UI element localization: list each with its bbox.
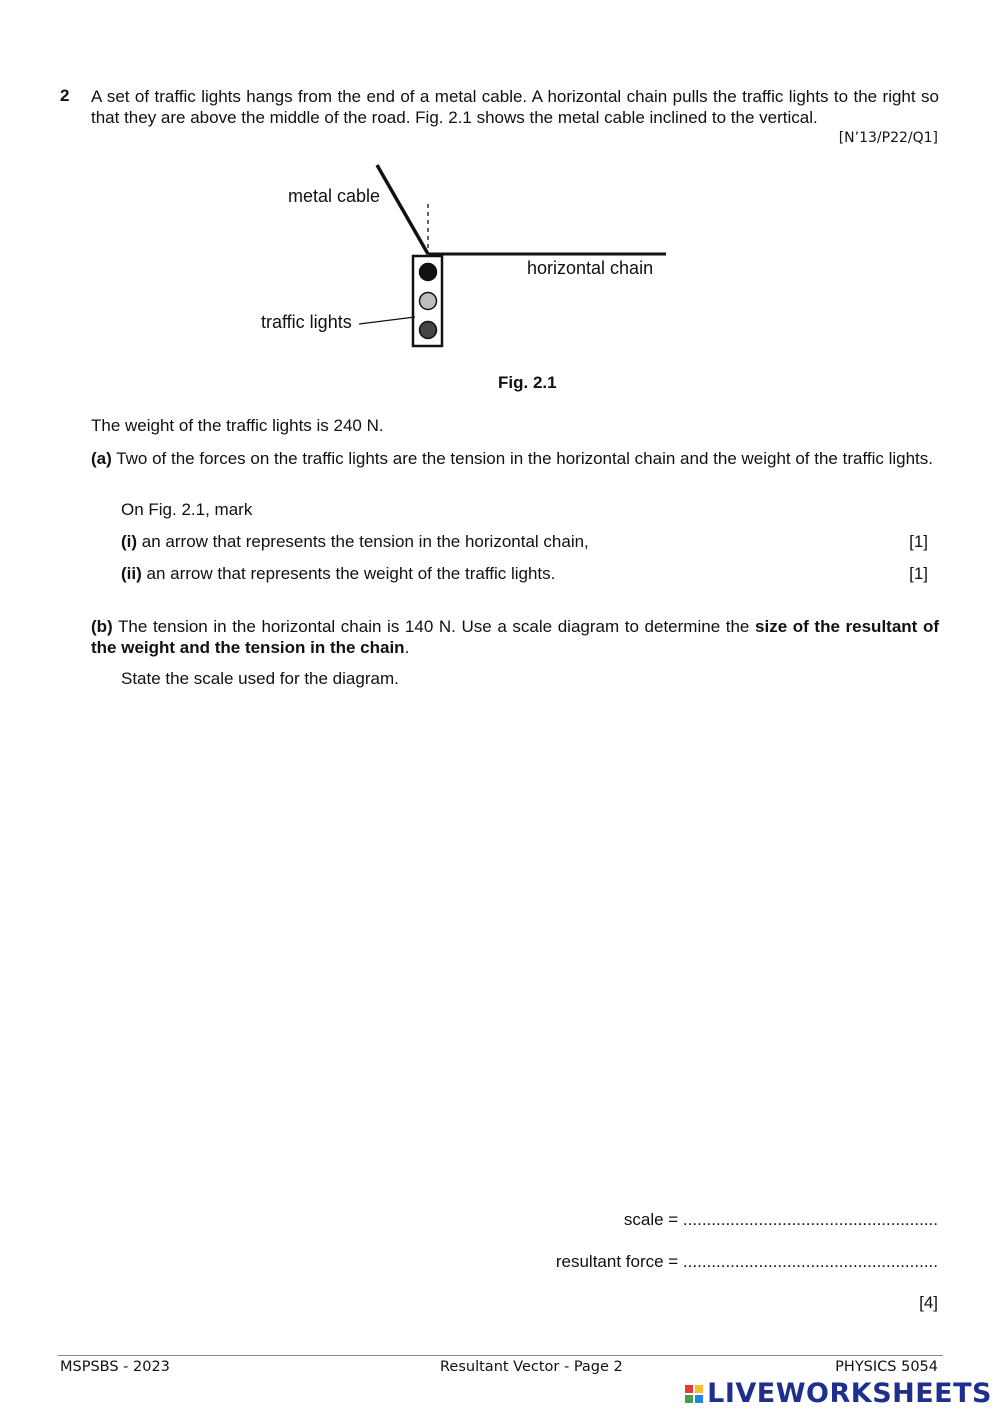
label-traffic-lights: traffic lights [261, 312, 352, 332]
traffic-light-bottom [420, 322, 437, 339]
part-a [91, 448, 939, 469]
footer-left: MSPSBS - 2023 [60, 1359, 170, 1375]
liveworksheets-watermark [685, 1378, 992, 1409]
part-b-text: The tension in the horizontal chain is 140 N. Use a scale diagram to determine the [118, 617, 750, 636]
traffic-light-middle [420, 293, 437, 310]
part-a-label: (a) [91, 449, 112, 468]
marks: [1] [909, 532, 928, 551]
part-b-text-end: . [404, 638, 410, 657]
part-a-item [121, 564, 928, 584]
liveworksheets-brand: LIVEWORKSHEETS [707, 1378, 992, 1409]
footer-center: Resultant Vector - Page 2 [440, 1359, 623, 1375]
part-a-item-text: an arrow that represents the weight of the traffic lights. [146, 564, 556, 583]
part-b-label: (b) [91, 617, 113, 636]
part-b-marks: [4] [919, 1293, 938, 1312]
figure-2-1 [255, 158, 675, 358]
weight-statement: The weight of the traffic lights is 240 N. [91, 416, 384, 435]
part-a-item [121, 532, 928, 552]
metal-cable [377, 165, 428, 254]
traffic-light-top [420, 264, 437, 281]
figure-caption: Fig. 2.1 [498, 373, 557, 392]
part-b-instruction: State the scale used for the diagram. [121, 669, 399, 688]
label-metal-cable: metal cable [288, 186, 381, 206]
part-a-item-label: (ii) [121, 564, 142, 583]
resultant-answer-line[interactable]: resultant force = ...................................................... [555, 1252, 938, 1271]
part-a-instruction: On Fig. 2.1, mark [121, 500, 253, 519]
question-text: A set of traffic lights hangs from the end of a metal cable. A horizontal chain pulls the traffic lights to the right so that they are above the middle of the road. Fig. 2.1 shows the metal cable inclined to the vertical. [91, 87, 939, 127]
part-a-item-label: (i) [121, 532, 138, 551]
question-reference: [N’13/P22/Q1] [838, 130, 938, 146]
traffic-lights-pointer [359, 317, 415, 324]
part-b-bold-text: size of the resultant of the weight and the tension in the chain [91, 617, 939, 657]
part-b [91, 616, 939, 658]
scale-answer-line[interactable]: scale = ...................................................... [623, 1210, 938, 1229]
question-number: 2 [60, 86, 70, 105]
liveworksheets-logo-icon [685, 1385, 703, 1403]
part-a-item-text: an arrow that represents the tension in the horizontal chain, [141, 532, 589, 551]
part-a-text: Two of the forces on the traffic lights are the tension in the horizontal chain and the weight of the traffic lights. [116, 449, 933, 468]
footer-divider [58, 1355, 943, 1356]
label-horizontal-chain: horizontal chain [527, 258, 654, 278]
marks: [1] [909, 564, 928, 583]
footer-right: PHYSICS 5054 [835, 1359, 938, 1375]
